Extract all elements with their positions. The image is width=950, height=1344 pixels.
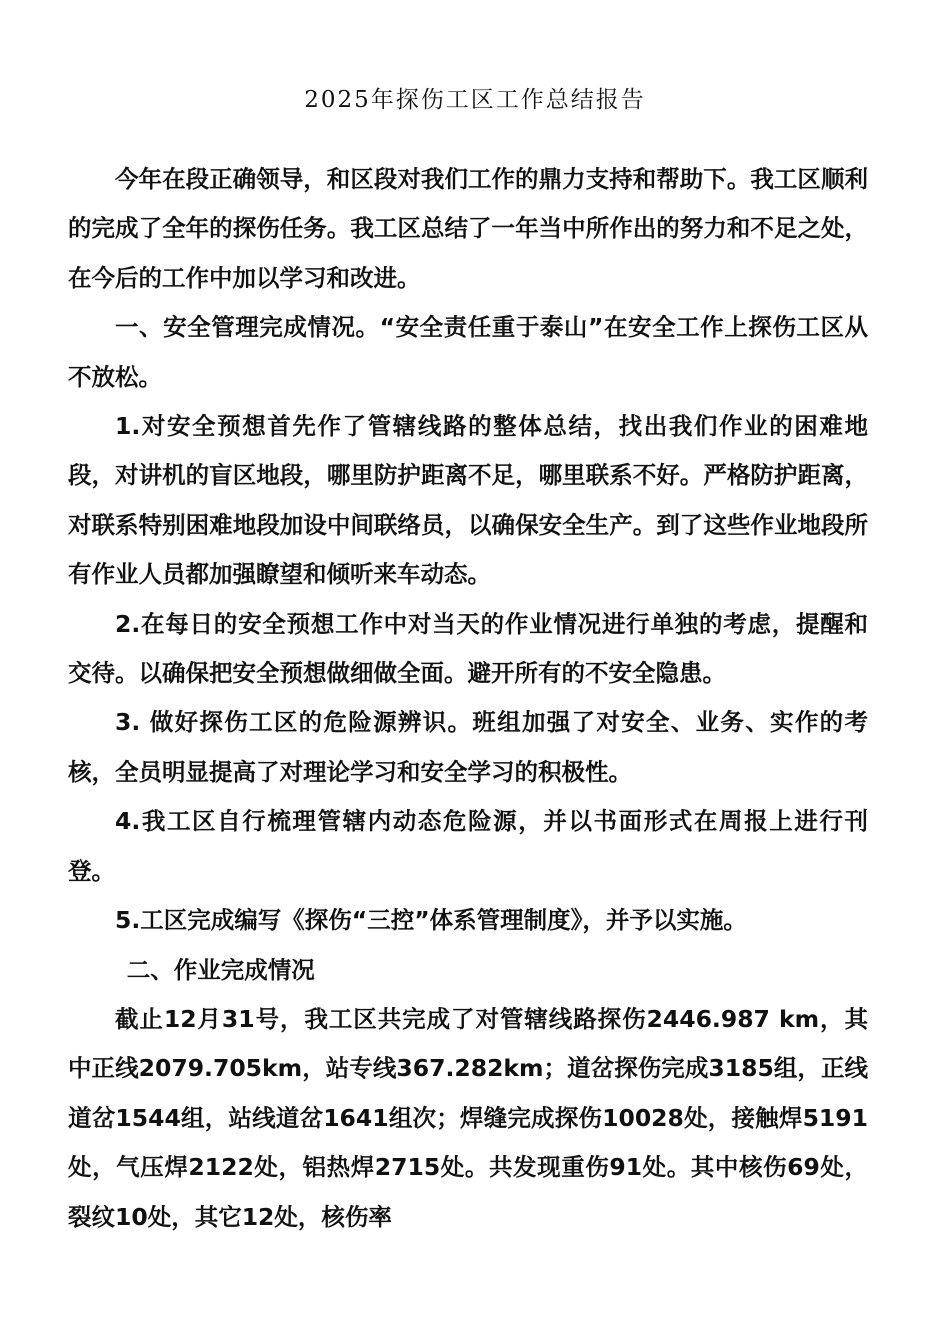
paragraph-item-1: 1.对安全预想首先作了管辖线路的整体总结，找出我们作业的困难地段，对讲机的盲区地段，哪里防护距离不足，哪里联系不好。严格防护距离，对联系特别困难地段加设中间联络员，以确保安全生产。到了这些作业地段所有作业人员都加强瞭望和倾听来车动态。 — [68, 412, 868, 589]
paragraph-item-5: 5.工区完成编写《探伤“三控”体系管理制度》，并予以实施。 — [115, 906, 747, 935]
document-title: 2025年探伤工区工作总结报告 — [304, 87, 646, 113]
document-body — [68, 155, 868, 1242]
paragraph-section-1-heading: 一、安全管理完成情况。“安全责任重于泰山”在安全工作上探伤工区从不放松。 — [68, 313, 868, 391]
paragraph-intro: 今年在段正确领导，和区段对我们工作的鼎力支持和帮助下。我工区顺利的完成了全年的探伤任务。我工区总结了一年当中所作出的努力和不足之处，在今后的工作中加以学习和改进。 — [68, 165, 868, 292]
paragraph-work-summary: 截止12月31号，我工区共完成了对管辖线路探伤2446.987 km，其中正线2079.705km，站专线367.282km；道岔探伤完成3185组，正线道岔1544组，站线道岔1641组次；焊缝完成探伤10028处，接触焊5191处，气压焊2122处，铝热焊2715处。共发现重伤91处。其中核伤69处，裂纹10处，其它12处，核伤率 — [68, 1004, 868, 1231]
paragraph-section-2-heading: 二、作业完成情况 — [126, 955, 315, 984]
paragraph-item-3: 3. 做好探伤工区的危险源辨识。班组加强了对安全、业务、实作的考核，全员明显提高了对理论学习和安全学习的积极性。 — [68, 708, 868, 786]
paragraph-item-2: 2.在每日的安全预想工作中对当天的作业情况进行单独的考虑，提醒和交待。以确保把安全预想做细做全面。避开所有的不安全隐患。 — [68, 609, 868, 688]
paragraph-item-4: 4.我工区自行梳理管辖内动态危险源，并以书面形式在周报上进行刊登。 — [68, 807, 868, 885]
